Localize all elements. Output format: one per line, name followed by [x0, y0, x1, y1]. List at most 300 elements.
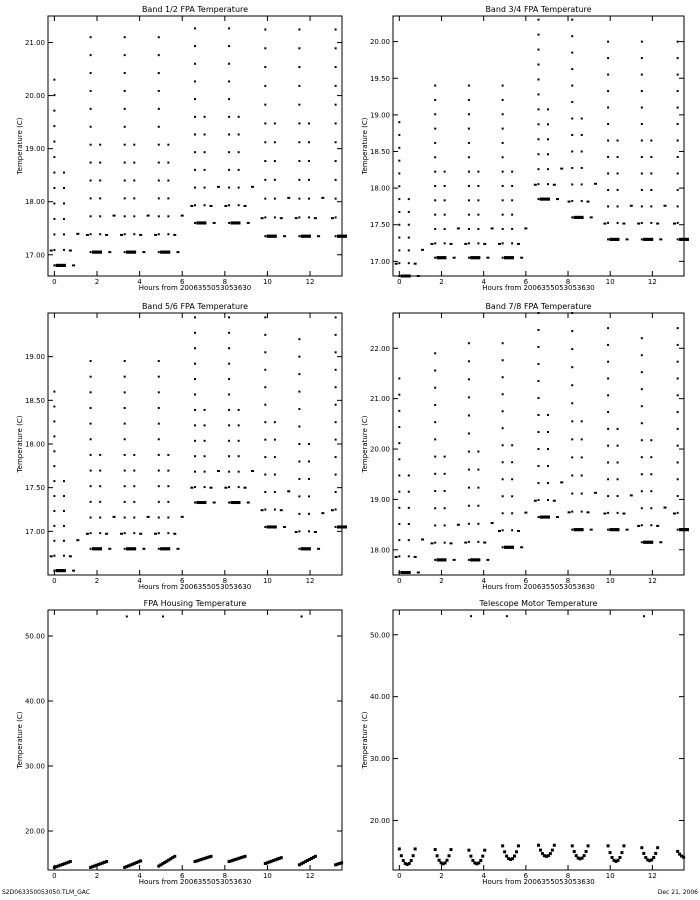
data-point	[158, 391, 160, 393]
data-point	[590, 216, 593, 218]
data-point	[607, 57, 609, 59]
data-point	[90, 233, 92, 235]
data-point	[547, 414, 549, 416]
data-point	[502, 85, 504, 87]
data-point	[581, 456, 583, 458]
data-point	[238, 486, 240, 488]
data-point	[204, 409, 206, 411]
data-point	[607, 41, 609, 43]
data-point	[308, 160, 310, 162]
data-point	[511, 444, 513, 446]
data-point	[124, 108, 126, 110]
data-point	[398, 198, 400, 200]
data-point	[308, 122, 310, 124]
data-point	[167, 485, 169, 487]
data-point	[607, 222, 609, 224]
data-point	[264, 526, 266, 528]
data-point	[659, 238, 662, 240]
data-point	[335, 439, 337, 441]
data-point	[335, 386, 337, 388]
data-point	[568, 511, 571, 513]
data-point	[204, 486, 206, 488]
data-point	[511, 199, 513, 201]
data-point	[63, 172, 65, 174]
data-point	[398, 442, 400, 444]
data-point	[571, 150, 573, 152]
data-point	[90, 251, 92, 253]
data-point	[228, 424, 230, 426]
data-point	[581, 474, 583, 476]
data-point	[468, 378, 470, 380]
data-point	[468, 559, 470, 561]
y-tick-label: 18.50	[369, 147, 390, 156]
data-point	[468, 360, 470, 362]
data-point	[158, 376, 160, 378]
data-point	[335, 509, 337, 511]
data-point	[154, 533, 157, 535]
data-point	[90, 470, 92, 472]
data-point	[538, 448, 540, 450]
data-point	[641, 123, 643, 125]
data-point	[298, 47, 300, 49]
data-point	[538, 34, 540, 36]
data-point	[449, 848, 452, 851]
data-point	[513, 855, 516, 858]
data-point	[468, 214, 470, 216]
data-point	[158, 179, 160, 181]
data-point	[408, 249, 410, 251]
data-point	[468, 185, 470, 187]
data-point	[224, 487, 227, 489]
data-point	[468, 171, 470, 173]
data-point	[617, 495, 619, 497]
data-point	[194, 98, 196, 100]
x-tick-label: 6	[523, 577, 529, 585]
data-point	[264, 421, 266, 423]
data-point	[641, 490, 643, 492]
data-point	[194, 378, 196, 380]
data-point	[641, 371, 643, 373]
x-tick-label: 2	[439, 577, 444, 585]
data-point	[228, 151, 230, 153]
footer-filename: S2D063350053050.TLM_GAC	[2, 889, 90, 896]
data-point	[650, 456, 652, 458]
data-point	[581, 511, 583, 513]
data-point	[431, 243, 434, 245]
data-point	[630, 205, 633, 207]
data-point	[607, 123, 609, 125]
data-point	[571, 118, 573, 120]
data-point	[682, 856, 685, 859]
data-point	[538, 346, 540, 348]
data-point	[99, 197, 101, 199]
data-point	[133, 485, 135, 487]
data-point	[247, 502, 250, 504]
data-point	[133, 454, 135, 456]
x-tick-label: 4	[481, 872, 486, 880]
data-point	[538, 138, 540, 140]
data-point	[335, 491, 337, 493]
data-point	[53, 495, 55, 497]
data-point	[641, 422, 643, 424]
data-point	[298, 160, 300, 162]
data-point	[228, 98, 230, 100]
data-point	[308, 478, 310, 480]
data-point	[228, 332, 230, 334]
data-point	[204, 169, 206, 171]
x-tick-label: 12	[647, 278, 657, 286]
data-point	[194, 471, 196, 473]
data-point	[398, 262, 400, 264]
data-point	[511, 228, 513, 230]
x-tick-label: 8	[222, 577, 228, 585]
data-point	[264, 85, 266, 87]
data-point	[571, 330, 573, 332]
data-point	[133, 517, 135, 519]
data-point	[571, 456, 573, 458]
data-point	[607, 428, 609, 430]
data-point	[408, 491, 410, 493]
data-point	[335, 104, 337, 106]
data-point	[642, 852, 645, 855]
data-point	[133, 197, 135, 199]
data-point	[677, 222, 679, 224]
data-point	[167, 197, 169, 199]
data-point	[176, 251, 179, 253]
x-tick-label: 6	[179, 872, 185, 880]
data-point	[617, 172, 619, 174]
data-point	[641, 140, 643, 142]
data-point	[133, 470, 135, 472]
data-point	[238, 455, 240, 457]
x-tick-label: 10	[605, 278, 615, 286]
data-point	[53, 420, 55, 422]
data-point	[238, 116, 240, 118]
x-axis-label: Hours from 2006355053053630	[482, 878, 595, 886]
data-point	[571, 312, 573, 314]
data-point	[124, 376, 126, 378]
plot-frame	[393, 313, 684, 575]
data-point	[158, 438, 160, 440]
data-point	[502, 410, 504, 412]
data-point	[401, 275, 411, 278]
chart-title: Band 7/8 FPA Temperature	[485, 302, 592, 311]
data-point	[124, 407, 126, 409]
data-point	[617, 428, 619, 430]
data-point	[90, 376, 92, 378]
data-point	[502, 461, 504, 463]
data-point	[571, 348, 573, 350]
data-point	[321, 197, 324, 199]
data-point	[571, 216, 573, 218]
data-point	[538, 198, 540, 200]
data-point	[398, 249, 400, 251]
data-point	[308, 216, 310, 218]
data-point	[335, 141, 337, 143]
data-point	[53, 249, 55, 251]
data-point	[142, 251, 145, 253]
data-point	[99, 485, 101, 487]
y-tick-label: 20.00	[369, 816, 390, 825]
data-point	[656, 223, 659, 225]
data-point	[538, 414, 540, 416]
data-point	[656, 525, 659, 527]
data-point	[283, 526, 286, 528]
data-point	[158, 36, 160, 38]
data-point	[264, 66, 266, 68]
data-point	[264, 216, 266, 218]
data-point	[641, 156, 643, 158]
data-point	[650, 140, 652, 142]
x-tick-label: 0	[52, 872, 57, 880]
data-point	[335, 456, 337, 458]
data-point	[444, 524, 446, 526]
data-point	[477, 861, 480, 864]
data-point	[677, 123, 679, 125]
data-point	[538, 49, 540, 51]
data-point	[335, 122, 337, 124]
data-point	[417, 571, 420, 573]
data-point	[335, 28, 337, 30]
data-point	[99, 501, 101, 503]
data-point	[228, 363, 230, 365]
data-point	[298, 141, 300, 143]
x-tick-label: 2	[439, 872, 444, 880]
data-point	[408, 523, 410, 525]
data-point	[228, 394, 230, 396]
data-point	[317, 235, 320, 237]
data-point	[477, 541, 479, 543]
data-point	[434, 473, 436, 475]
data-point	[538, 380, 540, 382]
data-point	[434, 404, 436, 406]
data-point	[553, 184, 556, 186]
data-point	[607, 327, 609, 329]
data-point	[190, 487, 193, 489]
data-point	[209, 205, 212, 207]
data-point	[622, 844, 625, 847]
x-tick-label: 12	[305, 577, 315, 585]
data-point	[434, 387, 436, 389]
data-point	[274, 141, 276, 143]
data-point	[677, 361, 679, 363]
data-point	[607, 378, 609, 380]
x-tick-label: 6	[523, 872, 529, 880]
data-point	[607, 445, 609, 447]
data-point	[308, 198, 310, 200]
data-point	[502, 393, 504, 395]
data-point	[421, 249, 424, 251]
data-point	[434, 848, 437, 851]
data-point	[574, 216, 584, 219]
data-point	[53, 525, 55, 527]
data-point	[571, 52, 573, 54]
data-point	[50, 250, 53, 252]
data-point	[398, 160, 400, 162]
data-point	[99, 179, 101, 181]
x-tick-label: 10	[262, 872, 272, 880]
data-point	[502, 242, 504, 244]
data-point	[158, 454, 160, 456]
data-point	[335, 198, 337, 200]
data-point	[92, 547, 102, 550]
data-point	[99, 532, 101, 534]
data-point	[398, 410, 400, 412]
data-point	[133, 179, 135, 181]
y-axis-label: Temperature (C)	[16, 415, 24, 473]
data-point	[295, 531, 298, 533]
data-point	[204, 204, 206, 206]
data-point	[434, 507, 436, 509]
data-point	[677, 411, 679, 413]
data-point	[637, 223, 640, 225]
data-point	[209, 855, 212, 858]
data-point	[641, 41, 643, 43]
data-point	[298, 104, 300, 106]
data-point	[99, 470, 101, 472]
data-point	[228, 316, 230, 318]
data-point	[607, 172, 609, 174]
data-point	[457, 524, 460, 526]
data-point	[408, 237, 410, 239]
data-point	[105, 234, 108, 236]
data-point	[677, 189, 679, 191]
data-point	[264, 316, 266, 318]
x-tick-label: 10	[262, 577, 272, 585]
data-point	[63, 202, 65, 204]
data-point	[181, 516, 184, 518]
data-point	[264, 404, 266, 406]
data-point	[677, 205, 679, 207]
data-point	[408, 862, 411, 865]
data-point	[90, 215, 92, 217]
data-point	[650, 439, 652, 441]
data-point	[204, 471, 206, 473]
data-point	[228, 80, 230, 82]
x-tick-label: 10	[262, 278, 272, 286]
data-point	[434, 242, 436, 244]
data-point	[650, 205, 652, 207]
data-point	[502, 99, 504, 101]
data-point	[538, 312, 540, 314]
data-point	[538, 168, 540, 170]
data-point	[650, 156, 652, 158]
data-point	[677, 378, 679, 380]
data-point	[571, 366, 573, 368]
data-point	[607, 189, 609, 191]
data-point	[609, 238, 619, 241]
data-point	[581, 134, 583, 136]
data-point	[468, 242, 470, 244]
data-point	[335, 66, 337, 68]
data-point	[194, 332, 196, 334]
data-point	[196, 501, 206, 504]
data-point	[53, 480, 55, 482]
data-point	[511, 529, 513, 531]
data-point	[457, 227, 460, 229]
data-point	[677, 156, 679, 158]
data-point	[659, 541, 662, 543]
data-point	[444, 507, 446, 509]
data-point	[158, 501, 160, 503]
data-point	[308, 530, 310, 532]
data-point	[53, 156, 55, 158]
data-point	[617, 461, 619, 463]
data-point	[158, 360, 160, 362]
data-point	[477, 505, 479, 507]
y-tick-label: 19.00	[24, 353, 45, 362]
data-point	[468, 85, 470, 87]
data-point	[502, 214, 504, 216]
data-point	[53, 94, 55, 96]
data-point	[641, 238, 643, 240]
data-point	[622, 223, 625, 225]
data-point	[298, 530, 300, 532]
data-point	[63, 540, 65, 542]
data-point	[301, 616, 303, 618]
data-point	[50, 555, 53, 557]
data-point	[408, 198, 410, 200]
data-point	[444, 542, 446, 544]
data-point	[308, 495, 310, 497]
data-point	[444, 861, 447, 864]
y-axis-label: Temperature (C)	[361, 711, 369, 769]
data-point	[434, 85, 436, 87]
data-point	[53, 218, 55, 220]
data-point	[105, 860, 108, 863]
chart-title: Band 5/6 FPA Temperature	[141, 302, 249, 311]
data-point	[124, 162, 126, 164]
data-point	[194, 151, 196, 153]
data-point	[69, 250, 72, 252]
data-point	[449, 542, 452, 544]
data-point	[90, 162, 92, 164]
data-point	[504, 546, 514, 549]
data-point	[274, 216, 276, 218]
data-point	[481, 855, 484, 858]
data-point	[502, 228, 504, 230]
data-point	[643, 541, 653, 544]
data-point	[571, 844, 574, 847]
data-point	[677, 41, 679, 43]
data-point	[402, 859, 405, 862]
data-point	[139, 859, 142, 862]
data-point	[204, 151, 206, 153]
data-point	[502, 185, 504, 187]
data-point	[617, 512, 619, 514]
data-point	[581, 167, 583, 169]
data-point	[398, 237, 400, 239]
data-point	[264, 198, 266, 200]
data-point	[90, 532, 92, 534]
data-point	[133, 501, 135, 503]
data-point	[650, 473, 652, 475]
data-point	[228, 134, 230, 136]
y-tick-label: 21.00	[24, 39, 45, 48]
y-tick-label: 40.00	[369, 693, 390, 702]
data-point	[56, 264, 66, 267]
data-point	[571, 511, 573, 513]
data-point	[652, 856, 655, 859]
data-point	[158, 233, 160, 235]
data-point	[147, 516, 150, 518]
data-point	[617, 205, 619, 207]
data-point	[401, 571, 411, 574]
data-point	[421, 539, 424, 541]
data-point	[124, 144, 126, 146]
data-point	[158, 162, 160, 164]
data-point	[607, 512, 609, 514]
